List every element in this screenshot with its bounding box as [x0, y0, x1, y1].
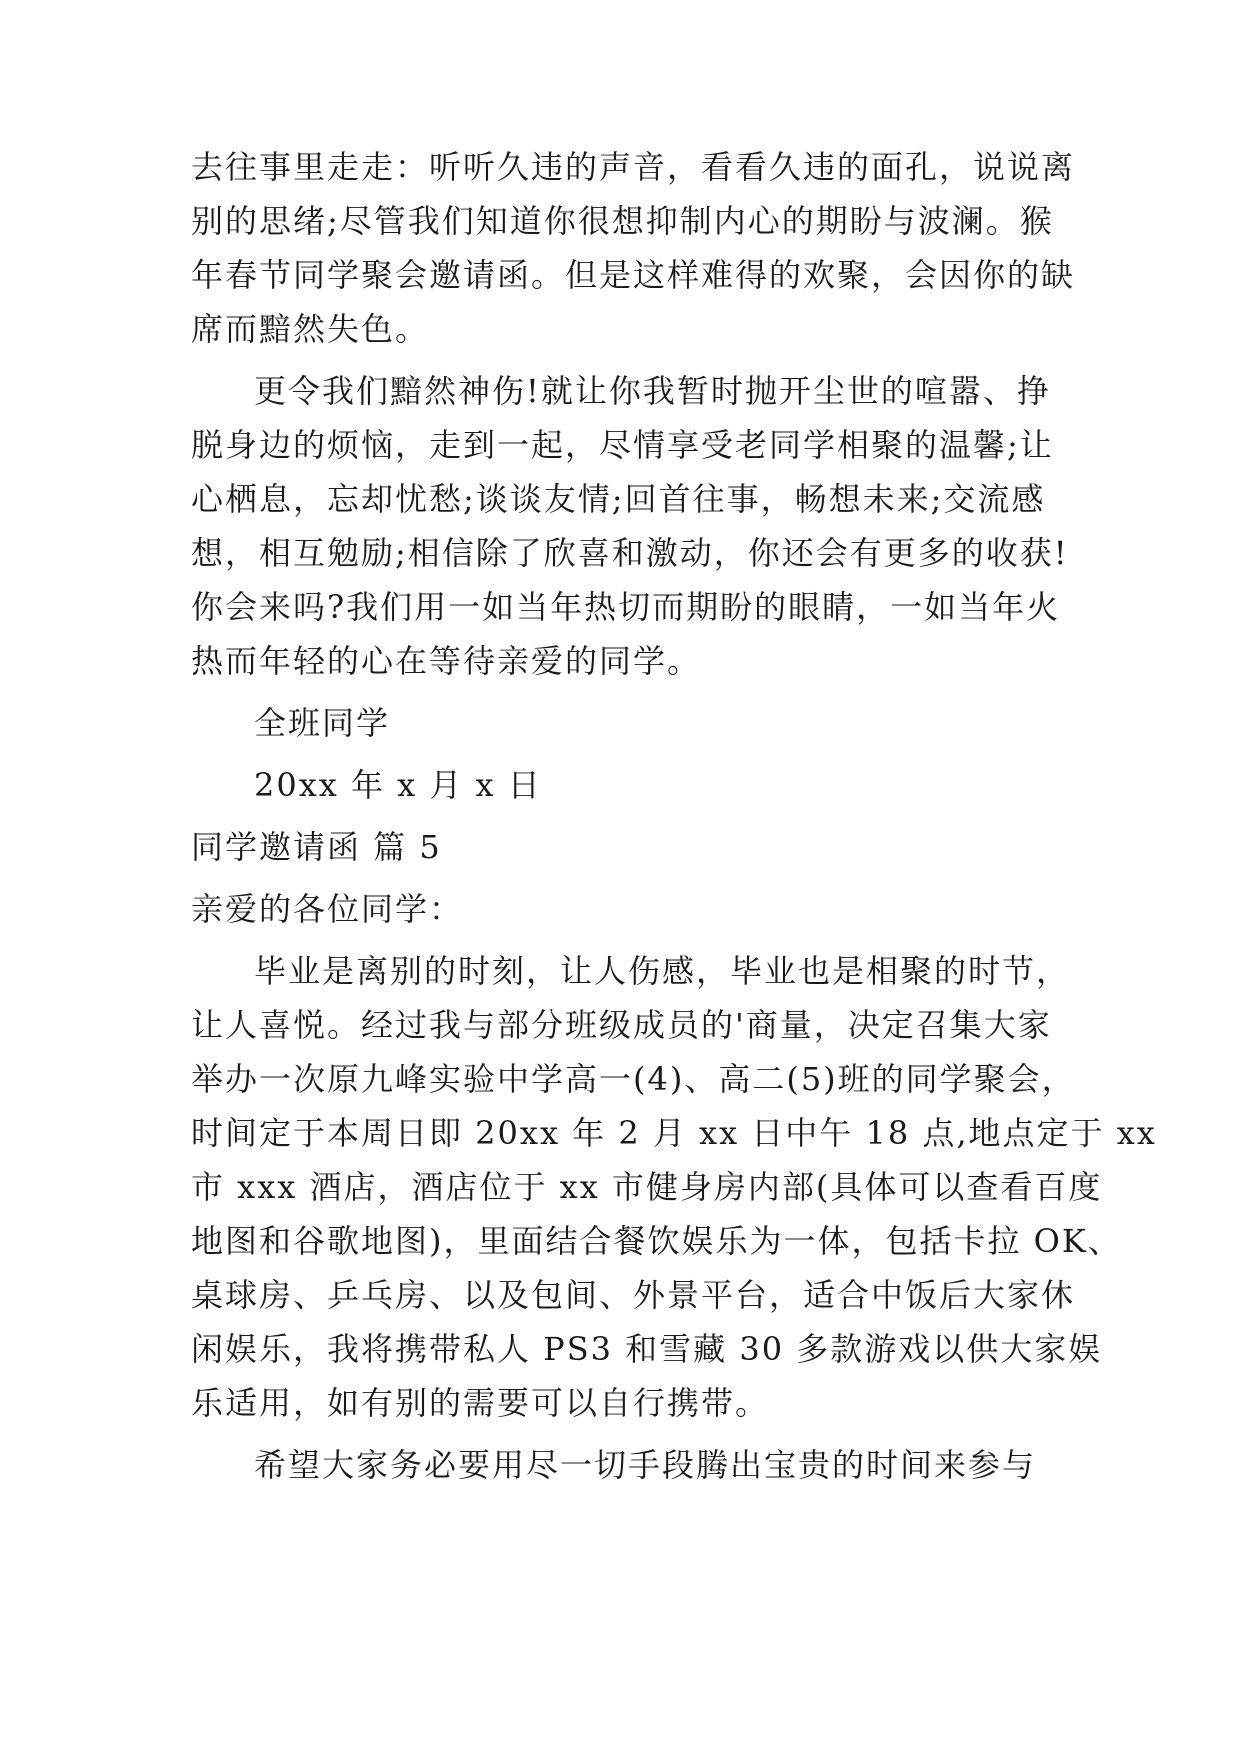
paragraph-2-line-3: 心栖息，忘却忧愁;谈谈友情;回首往事，畅想未来;交流感: [191, 480, 1046, 518]
paragraph-4-line-1: 希望大家务必要用尽一切手段腾出宝贵的时间来参与: [254, 1446, 1037, 1484]
date: 20xx 年 x 月 x 日: [254, 766, 542, 804]
paragraph-1-line-1: 去往事里走走：听听久违的声音，看看久违的面孔，说说离: [191, 148, 1076, 186]
paragraph-2-line-6: 热而年轻的心在等待亲爱的同学。: [191, 642, 702, 680]
signature: 全班同学: [254, 704, 391, 742]
paragraph-3-line-3: 举办一次原九峰实验中学高一(4)、高二(5)班的同学聚会，: [191, 1060, 1076, 1098]
paragraph-3-line-6: 地图和谷歌地图)，里面结合餐饮娱乐为一体，包括卡拉 OK、: [191, 1222, 1122, 1260]
paragraph-3-line-8: 闲娱乐，我将携带私人 PS3 和雪藏 30 多款游戏以供大家娱: [191, 1330, 1103, 1368]
paragraph-2-line-5: 你会来吗?我们用一如当年热切而期盼的眼睛，一如当年火: [191, 588, 1061, 626]
paragraph-1-line-4: 席而黯然失色。: [191, 310, 430, 348]
paragraph-3-line-9: 乐适用，如有别的需要可以自行携带。: [191, 1384, 770, 1422]
paragraph-3-line-2: 让人喜悦。经过我与部分班级成员的'商量，决定召集大家: [191, 1006, 1052, 1044]
paragraph-3-line-1: 毕业是离别的时刻，让人伤感，毕业也是相聚的时节，: [254, 952, 1071, 990]
paragraph-2-line-4: 想，相互勉励;相信除了欣喜和激动，你还会有更多的收获!: [191, 534, 1069, 572]
paragraph-3-line-7: 桌球房、乒乓房、以及包间、外景平台，适合中饭后大家休: [191, 1276, 1076, 1314]
paragraph-2-line-2: 脱身边的烦恼，走到一起，尽情享受老同学相聚的温馨;让: [191, 426, 1054, 464]
salutation: 亲爱的各位同学：: [191, 890, 464, 928]
paragraph-1-line-3: 年春节同学聚会邀请函。但是这样难得的欢聚，会因你的缺: [191, 256, 1076, 294]
section-title: 同学邀请函 篇 5: [191, 828, 442, 866]
paragraph-2-line-1: 更令我们黯然神伤!就让你我暂时抛开尘世的喧嚣、挣: [254, 372, 1051, 410]
paragraph-3-line-5: 市 xxx 酒店，酒店位于 xx 市健身房内部(具体可以查看百度: [191, 1168, 1103, 1206]
paragraph-3-line-4: 时间定于本周日即 20xx 年 2 月 xx 日中午 18 点,地点定于 xx: [191, 1114, 1157, 1152]
paragraph-1-line-2: 别的思绪;尽管我们知道你很想抑制内心的期盼与波澜。猴: [191, 202, 1054, 240]
